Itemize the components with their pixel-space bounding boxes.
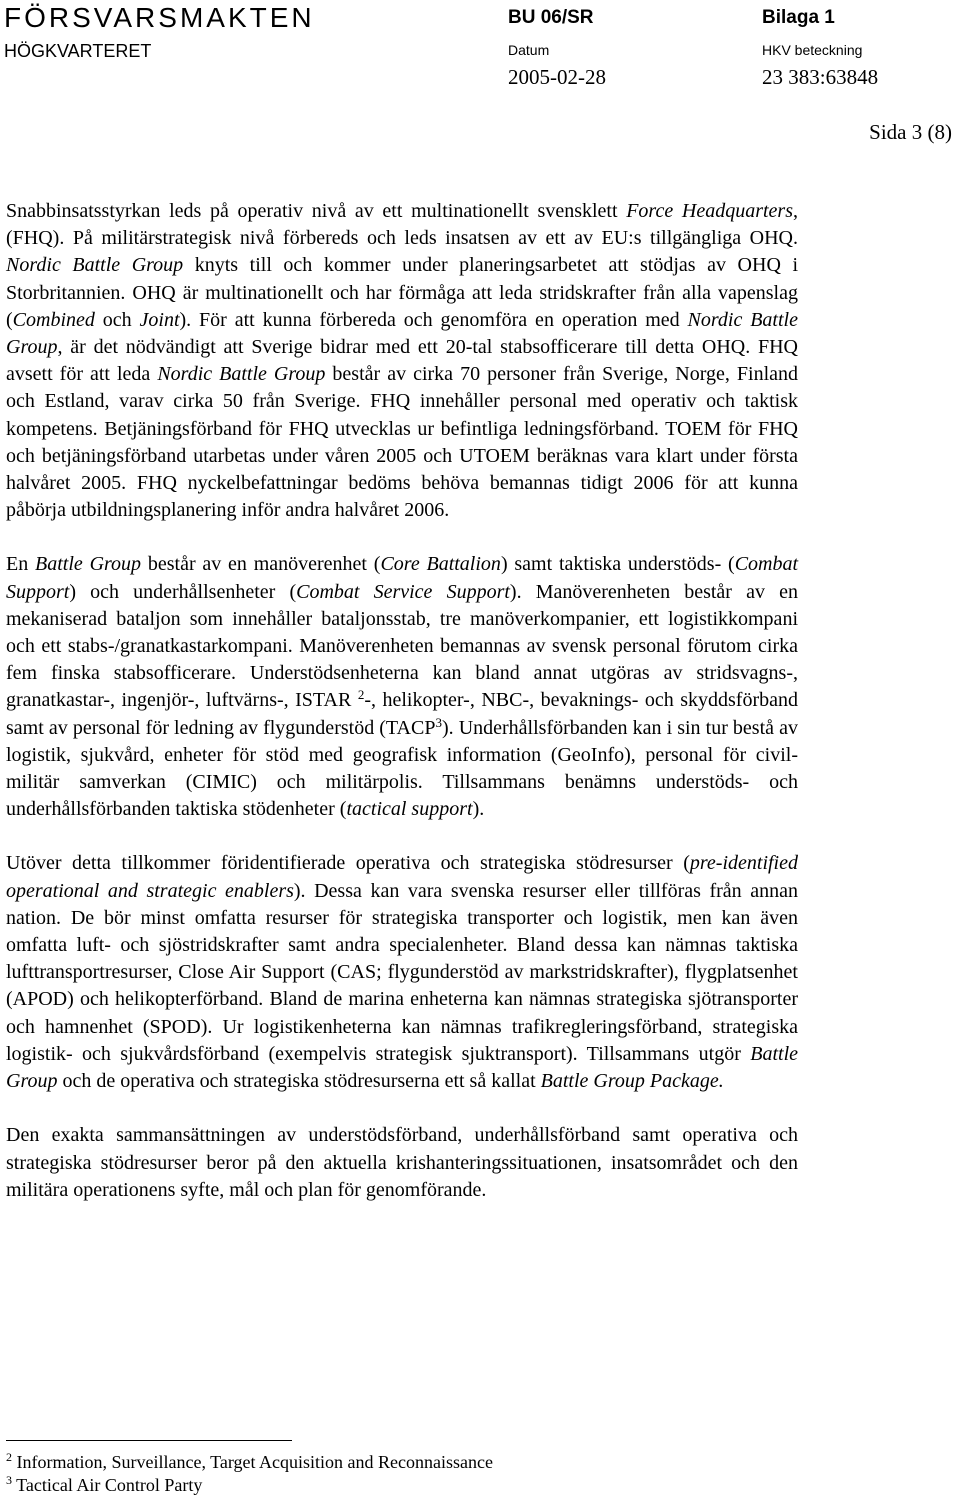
text-run: , är det nödvändigt att Sverige bidrar med ett 20-tal stabsofficerare till detta OHQ. FHQ avsett för att leda	[6, 336, 798, 386]
text-run: , (FHQ). På militärstrategisk nivå förbereds och leds insatsen av ett av EU:s tillgängliga OHQ.	[6, 200, 798, 250]
text-run: ). Dessa kan vara svenska resurser eller tillföras från annan nation. De bör minst omfatta resurser för strategiska transporter och logistik, men kan även omfatta luft- och sjöstridskrafter samt andra specialenheter. Bland dessa kan nämnas taktiska lufttransportresurser, Close Air Support (CAS; flygunderstöd av markstridskrafter), flygplatsenhet (APOD) och helikopterförband. Bland de marina enheterna kan nämnas strategiska sjötransporter och hamnenhet (SPOD). Ur logistikenheterna kan nämnas trafikregleringsförband, strategiska logistik- och sjukvårdsförband (exempelvis strategisk sjuktransport). Tillsammans utgör	[6, 879, 798, 1065]
footnote-ref: 2	[357, 687, 365, 703]
emphasis: Combat Support	[6, 553, 799, 603]
emphasis: Battle Group	[6, 1042, 798, 1093]
paragraph-2	[6, 551, 798, 823]
emphasis: tactical support	[346, 798, 473, 821]
paragraph-3	[6, 850, 798, 1095]
text-run: och de operativa och strategiska stödresurserna ett så kallat	[57, 1070, 541, 1093]
text-run: ). För att kunna förbereda och genomföra en operation med	[179, 308, 688, 331]
text-run: ) samt taktiska understöds- (	[500, 553, 735, 576]
paragraph-4: Den exakta sammansättningen av understödsförband, underhållsförband samt operativa och strategiska stödresurser beror på den aktuella krishanteringssituationen, insatsområdet och den militära operationens syfte, mål och plan för genomförande.	[6, 1124, 798, 1201]
text-run: ). Underhållsförbanden kan i sin tur bestå av logistik, sjukvård, enheter för stöd med geografisk information (GeoInfo), personal för civil-militär samverkan (CIMIC) och militärpolis. Tillsammans benämns understöds- och underhållsförbanden taktiska stödenheter (	[6, 716, 798, 821]
text-run: består av en manöverenhet (	[141, 553, 381, 576]
emphasis: Core Battalion	[380, 553, 501, 576]
emphasis: Joint	[139, 308, 180, 331]
date-value: 2005-02-28	[508, 65, 606, 89]
document-body	[6, 198, 798, 1204]
footnote-2	[6, 1451, 493, 1473]
text-run: Utöver detta tillkommer föridentifierade operativa och strategiska stödresurser (	[6, 852, 690, 875]
footnote-ref: 3	[435, 714, 442, 730]
text-run: ). Manöverenheten består av en mekaniserad bataljon som innehåller bataljonsstab, tre manöverkompanier, ett logistikkompani och ett stabs-/granatkastarkompani. Manöverenheten bemannas av svensk personal förutom cirka fem finska stabsofficerare. Understödsenheterna kan bland annat utgöras av stridsvagns-, granatkastar-, ingenjör-, luftvärns-, ISTAR	[6, 580, 798, 712]
paragraph-1	[6, 198, 798, 524]
emphasis: Battle Group Package.	[540, 1070, 724, 1093]
text-run: ) och underhållsenheter (	[69, 580, 297, 603]
text-run: består av cirka 70 personer från Sverige, Norge, Finland och Estland, varav cirka 50 från Sverige. FHQ innehåller personal med operativ och taktisk kompetens. Betjäningsförband för FHQ utvecklas ur befintliga ledningsförband. TOEM för FHQ och betjäningsförband utarbetas under våren 2005 och UTOEM beräknas vara klart under första halvåret 2005. FHQ nyckelbefattningar bedöms behöva bemannas tidigt 2006 för att kunna påbörja utbildningsplanering inför andra halvåret 2006.	[6, 363, 799, 522]
emphasis: Nordic Battle Group	[6, 254, 184, 277]
footnote-text: Information, Surveillance, Target Acquisition and Reconnaissance	[12, 1452, 493, 1472]
footnote-mark: 2	[6, 1450, 12, 1464]
footnote-mark: 3	[6, 1473, 12, 1487]
footnote-text: Tactical Air Control Party	[12, 1475, 203, 1495]
reference-value: 23 383:63848	[762, 65, 879, 89]
footnote-separator	[6, 1440, 292, 1441]
text-run: -, helikopter-, NBC-, bevaknings- och skyddsförband samt av personal för ledning av flygunderstöd (TACP	[6, 689, 798, 739]
text-run: och	[94, 308, 140, 331]
emphasis: Nordic Battle Group	[6, 308, 798, 359]
text-run: knyts till och kommer under planeringsarbetet att stödjas av OHQ i Storbritannien. OHQ är multinationellt och har förmåga att leda stridskrafter från alla vapenslag (	[6, 254, 799, 331]
emphasis: Battle Group	[35, 553, 142, 576]
date-label: Datum	[508, 42, 550, 58]
emphasis: Nordic Battle Group	[157, 363, 326, 386]
text-run: Snabbinsatsstyrkan leds på operativ nivå av ett multinationellt svensklett	[6, 200, 627, 222]
text-run: ).	[472, 798, 485, 821]
footnote-3	[6, 1474, 202, 1496]
org-name: FÖRSVARSMAKTEN	[4, 2, 315, 33]
unit-name: HÖGKVARTERET	[4, 41, 152, 61]
emphasis: Force Headquarters	[626, 200, 793, 222]
emphasis: pre-identified operational and strategic enablers	[6, 852, 798, 902]
text-run: En	[6, 553, 36, 576]
emphasis: Combat Service Support	[296, 580, 510, 603]
document-id: BU 06/SR	[508, 7, 594, 28]
emphasis: Combined	[12, 308, 95, 331]
reference-label: HKV beteckning	[762, 42, 863, 58]
page-number: Sida 3 (8)	[869, 120, 952, 144]
attachment-label: Bilaga 1	[762, 7, 835, 28]
